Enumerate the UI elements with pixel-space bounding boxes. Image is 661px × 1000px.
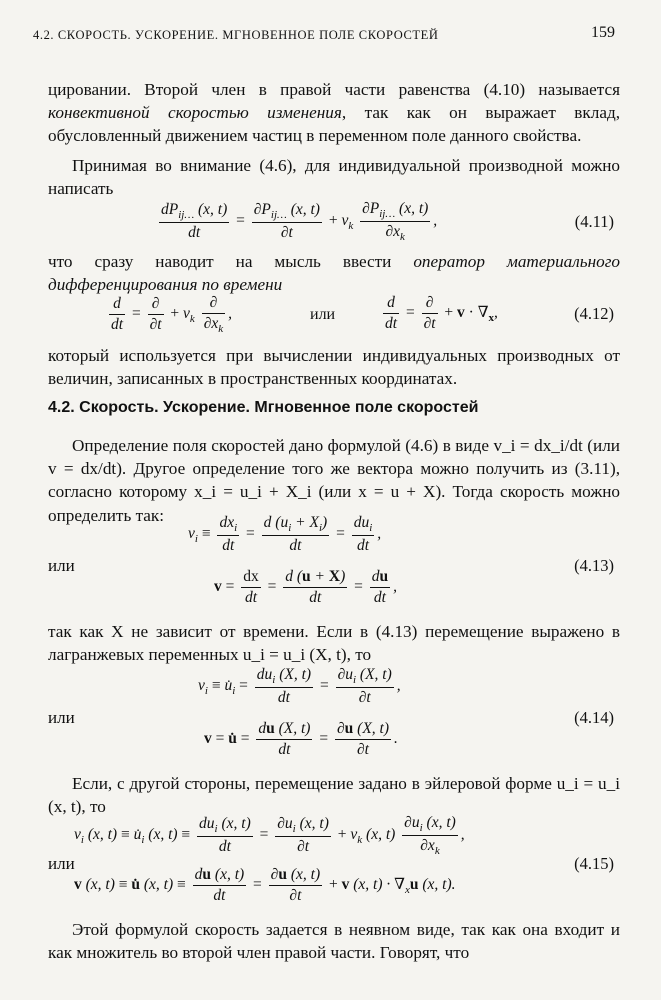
equation-4-12: $\frac{d}{dt}$ = $\frac{\partial}{\partial t}$ + $v_k$ $\frac{\partial}{\partial x_k}$ , или $\frac{d}{dt}$ = $\frac{\partial}{\partial t}$ + $v \cdot \nabla_x$, (4.12) [111,294,614,335]
or-label: или [48,854,75,873]
paragraph-7: Если, с другой стороны, перемещение задано в эйлеровой форме u_i = u_i (x, t), то [48,774,620,817]
page-number: 159 [591,24,615,41]
or-label: или [48,556,75,575]
equation-4-14: $v_i$ ≡ $u̇_i$ = $\frac{du_i (X, t)}{dt}$ = $\frac{\partial u_i (X, t)}{\partial t}$ , или v = u̇ = $\frac{du (X, t)}{dt}$ = $\frac{\partial u (X, t)}{\partial t}$ . (4.14) [48,666,614,758]
paragraph-5: Определение поля скоростей дано формулой (4.6) в виде v_i = dx_i/dt (или v = dx/dt). Другое определение того же вектора можно получить из (3.11), согласно которому x_i = u_i + X_i (или x = u + X). Тогда скорость можно определить так: [48,436,620,525]
equation-number: (4.15) [574,854,614,873]
emphasis-material-derivative: оператор материального дифференцирования по времени [48,252,620,295]
equation-number: (4.11) [574,212,614,231]
equation-4-13: $v_i$ ≡ $\frac{dx_i}{dt}$ = $\frac{d (u_i + X_i)}{dt}$ = $\frac{du_i}{dt}$ , или v = $\frac{dx}{dt}$ = $\frac{d (u + X)}{dt}$ = $\frac{du}{dt}$ , (4.13) [48,514,614,606]
section-heading: 4.2. Скорость. Ускорение. Мгновенное поле скоростей [48,399,479,416]
equation-4-15: $v_i$ (x, $t) \equiv u̇_i$ (x, t) ≡ $\frac{du_i (x, t)}{dt}$ = $\frac{\partial u_i (x, t)}{\partial t}$ + $v_k$ (x, t) $\frac{\partial u_i (x, t)}{\partial x_k}$ , или v (x, t) ≡ u̇ (x, t) ≡ $\frac{du (x, t)}{dt}$ = $\frac{\partial u (x, t)}{\partial t}$ + v (x, $t) \cdot \nabla_xu$ (x, t). (4.15) [48,814,614,904]
paragraph-3: что сразу наводит на мысль ввести оператор материального дифференцирования по времени [48,252,620,295]
paragraph-4: который используется при вычислении индивидуальных производных от величин, записанных в пространственных координатах. [48,346,620,389]
or-label: или [310,306,336,323]
equation-4-11: $\frac{dP_{ij\dots} (x, t)}{dt}$ = $\frac{\partial P_{ij\dots} (x, t)}{\partial t}$ + $v_k$ $\frac{\partial P_{ij\dots} (x, t)}{\partial x_k}$ , (4.11) [161,200,614,243]
paragraph-6: так как X не зависит от времени. Если в (4.13) перемещение выражено в лагранжевых переменных u_i = u_i (X, t), то [48,622,620,665]
paragraph-8: Этой формулой скорость задается в неявном виде, так как она входит и как множитель во второй член правой части. Говорят, что [48,920,620,963]
paragraph-1: цировании. Второй член в правой части равенства (4.10) называется конвективной скоростью изменения, так как он выражает вклад, обусловленный движением частиц в переменном поле данного свойства. [48,80,620,146]
running-header [0,0,661,40]
emphasis-convective: конвективной скоростью изменения [48,103,342,123]
equation-number: (4.13) [574,556,614,575]
paragraph-2: Принимая во внимание (4.6), для индивидуальной производной можно написать [48,156,620,199]
header-section-title: 4.2. СКОРОСТЬ. УСКОРЕНИЕ. МГНОВЕННОЕ ПОЛЕ СКОРОСТЕЙ [33,28,439,42]
equation-number: (4.12) [574,304,614,323]
or-label: или [48,708,75,727]
equation-number: (4.14) [574,708,614,727]
